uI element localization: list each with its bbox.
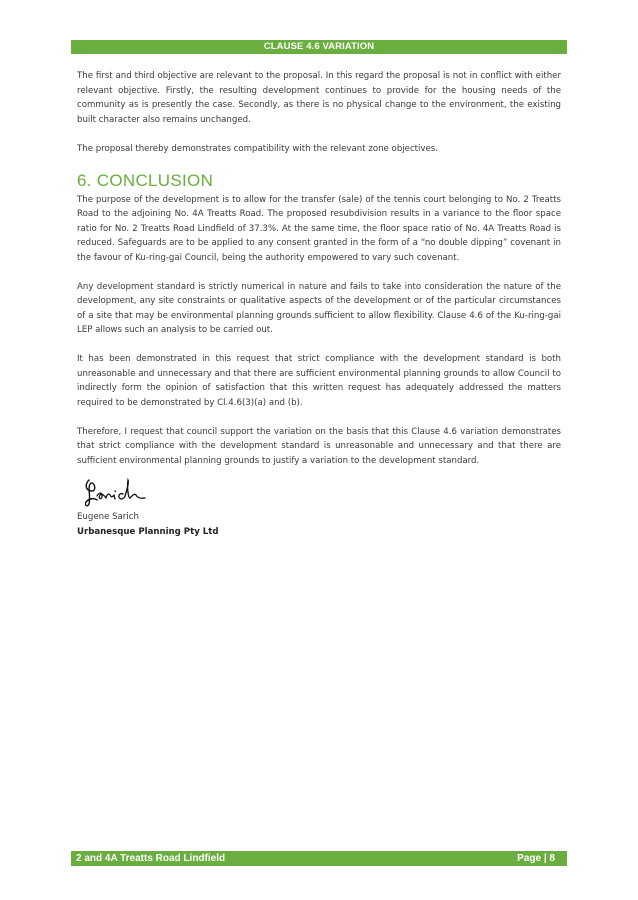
page-content [77,69,561,539]
signatory-company: Urbanesque Planning Pty Ltd [77,526,219,537]
section-heading: 6. CONCLUSION [77,170,214,190]
conclusion-paragraph: It has been demonstrated in this request that strict compliance with the development standard is both unreasonable and unnecessary and that there are sufficient environmental planning grounds to allow Council to indirectly form the opinion of satisfaction that this written request has adequately addressed the matters required to be demonstrated by Cl.4.6(3)(a) and (b). [77,354,561,408]
body-paragraph: The first and third objective are relevant to the proposal. In this regard the proposal is not in conflict with either relevant objective. Firstly, the resulting development continues to provide for the housing needs of the community as is presently the case. Secondly, as there is no physical change to the environment, the existing built character also remains unchanged. [77,71,561,125]
header-title: CLAUSE 4.6 VARIATION [263,41,375,52]
body-paragraph: The proposal thereby demonstrates compatibility with the relevant zone objectives. [77,143,439,154]
conclusion-paragraph: The purpose of the development is to allow for the transfer (sale) of the tennis court belonging to No. 2 Treatts Road to the adjoining No. 4A Treatts Road. The proposed resubdivision results in a variance to the floor space ratio for No. 2 Treatts Road Lindfield of 37.3%. At the same time, the floor space ratio of No. 4A Treatts Road is reduced. Safeguards are to be applied to any consent granted in the form of a “no double dipping” covenant in the favour of Ku-ring-gai Council, being the authority empowered to vary such covenant. [77,194,561,263]
conclusion-paragraph: Therefore, I request that council support the variation on the basis that this Clause 4.6 variation demonstrates that strict compliance with the development standard is unreasonable and unnecessary and that there are sufficient environmental planning grounds to justify a variation to the development standard. [77,426,561,466]
conclusion-paragraph: Any development standard is strictly numerical in nature and fails to take into consideration the nature of the development, any site constraints or qualitative aspects of the development or of the particular circumstances of a site that may be environmental planning grounds sufficient to allow flexibility. Clause 4.6 of the Ku-ring-gai LEP allows such an analysis to be carried out. [77,281,561,335]
footer-bar [71,851,567,866]
page-number: Page | 8 [517,853,555,864]
signatory-name: Eugene Sarich [77,512,139,522]
footer-address: 2 and 4A Treatts Road Lindfield [76,853,226,864]
header-bar [71,40,567,54]
signature-image [79,474,151,510]
